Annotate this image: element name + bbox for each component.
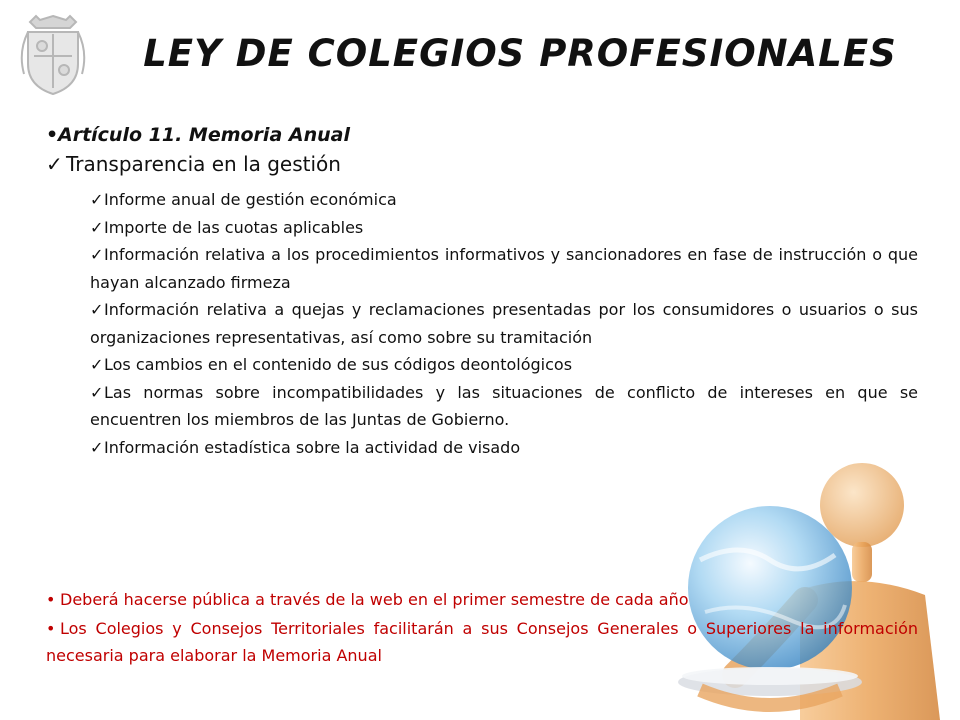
list-item: ✓Importe de las cuotas aplicables (90, 214, 918, 242)
article-heading (46, 124, 918, 146)
bullet-icon: • (46, 619, 56, 638)
transparency-heading (46, 152, 918, 176)
checkmark-icon: ✓ (90, 300, 104, 319)
article-label: Artículo 11. Memoria Anual (58, 124, 350, 146)
list-item: ✓Información relativa a los procedimientos informativos y sancionadores en fase de instrucción o que hayan alcanzado firmeza (90, 241, 918, 296)
bullet-icon: • (46, 590, 56, 609)
requirements-list (46, 186, 918, 461)
mannequin-head-shape (820, 463, 904, 547)
transparency-label: Transparencia en la gestión (66, 152, 341, 176)
checkmark-icon: ✓ (90, 355, 104, 374)
note-item: • Los Colegios y Consejos Territoriales facilitarán a sus Consejos Generales o Superiores la información necesaria para elaborar la Memoria Anual (46, 615, 918, 669)
note-item: • Deberá hacerse pública a través de la web en el primer semestre de cada año (46, 586, 918, 613)
article-section (46, 124, 918, 461)
list-item: ✓Informe anual de gestión económica (90, 186, 918, 214)
list-item: ✓Las normas sobre incompatibilidades y las situaciones de conflicto de intereses en que se encuentren los miembros de las Juntas de Gobierno. (90, 379, 918, 434)
list-item: ✓Los cambios en el contenido de sus códigos deontológicos (90, 351, 918, 379)
checkmark-icon: ✓ (90, 437, 104, 457)
checkmark-icon: ✓ (90, 217, 104, 237)
checkmark-icon: ✓ (90, 245, 104, 264)
red-notes (46, 586, 918, 671)
checkmark-icon: ✓ (90, 190, 104, 209)
checkmark-icon: ✓ (90, 382, 104, 402)
list-item: ✓Información relativa a quejas y reclamaciones presentadas por los consumidores o usuarios o sus organizaciones representativas, así como sobre su tramitación (90, 296, 918, 351)
list-item: ✓Información estadística sobre la actividad de visado (90, 434, 918, 462)
bullet-icon: • (46, 124, 59, 146)
slide-title: LEY DE COLEGIOS PROFESIONALES (143, 32, 897, 75)
checkmark-icon: ✓ (46, 152, 63, 176)
college-crest-logo (14, 12, 92, 98)
